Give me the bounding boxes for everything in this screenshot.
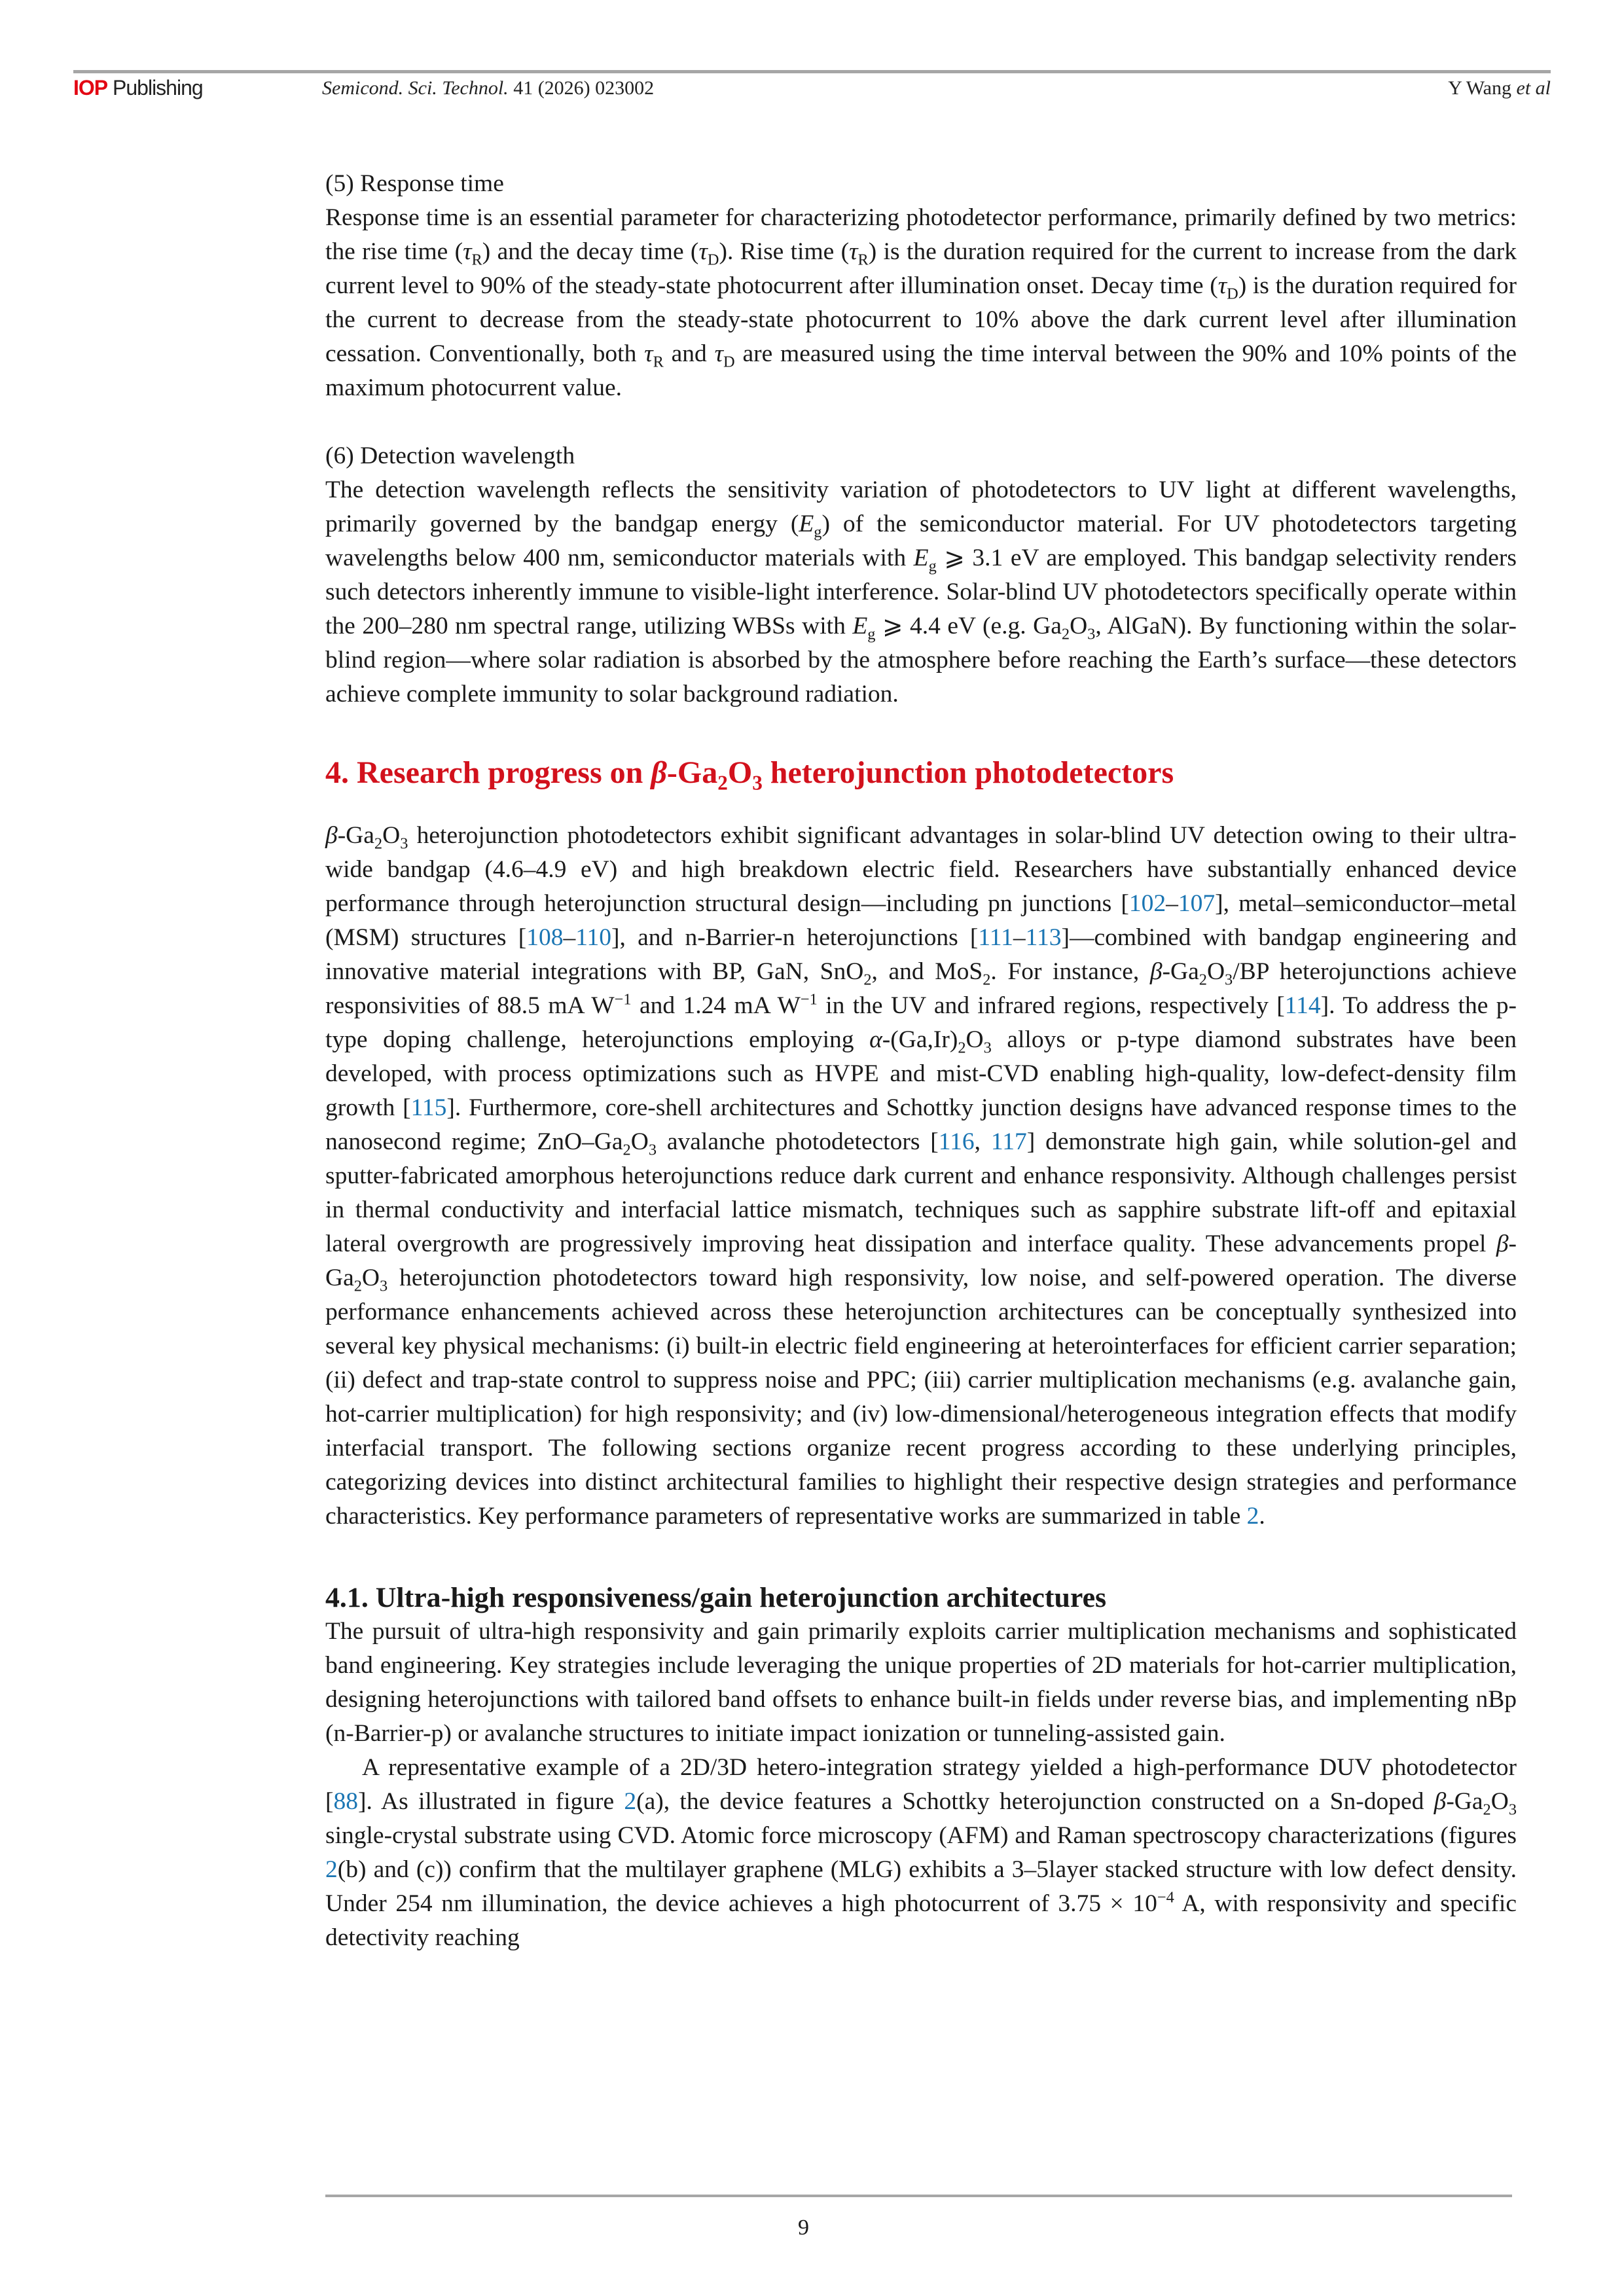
- tau-symbol: τ: [1218, 272, 1227, 299]
- text: ]. Furthermore, core-shell architectures and Schottky junction designs have advanced response times to the nanosecond regime; ZnO–Ga: [325, 1094, 1517, 1155]
- text: O: [630, 1128, 649, 1155]
- beta-symbol: β: [1149, 958, 1163, 985]
- text: O: [1206, 958, 1225, 985]
- text: ) of the semiconductor material. For UV photodetectors targeting wavelengths below 400 nm, semiconductor materials with: [325, 511, 1517, 571]
- journal-year: (2026): [537, 77, 590, 99]
- journal-citation: [322, 77, 654, 99]
- subsection-heading-4-1: 4.1. Ultra-high responsiveness/gain heterojunction architectures: [325, 1582, 1107, 1613]
- subscript: R: [857, 251, 869, 269]
- footer-rule: [325, 2195, 1512, 2197]
- reference-link-108[interactable]: 108: [526, 924, 564, 951]
- text: ). Rise time (: [719, 238, 850, 265]
- reference-link-88[interactable]: 88: [333, 1788, 358, 1815]
- spacer: [325, 1534, 1517, 1581]
- page-number: [0, 2215, 1624, 2240]
- article-number: 023002: [595, 77, 655, 99]
- journal-volume: 41: [513, 77, 533, 99]
- text: heterojunction photodetectors toward high responsivity, low noise, and self-powered operation. The diverse performance enhancements achieved across these heterojunction architectures can be conceptually synthesized into several key physical mechanisms: (i) built-in electric field engineering at heterointerfaces for efficient carrier separation; (ii) defect and trap-state control to suppress noise and PPC; (iii) carrier multiplication mechanisms (e.g. avalanche gain, hot-carrier multiplication) for high responsivity; and (iv) low-dimensional/heterogeneous integration effects that modify interfacial transport. The following sections organize recent progress according to these underlying principles, categorizing devices into distinct architectural families to highlight their respective design strategies and performance characteristics. Key performance parameters of representative works are summarized in table: [325, 1265, 1517, 1530]
- text: ]—combined with bandgap engineering and innovative material integrations with BP, GaN, SnO: [325, 924, 1517, 985]
- running-authors: [1448, 77, 1551, 99]
- figure-link-2a[interactable]: 2: [624, 1788, 637, 1815]
- subscript: 2: [1483, 1801, 1491, 1819]
- paragraph-response-time: [325, 201, 1517, 405]
- subscript: 2: [1199, 971, 1207, 989]
- tau-symbol: τ: [463, 238, 472, 265]
- text: A, with responsivity and specific detectivity reaching: [325, 1890, 1517, 1951]
- tau-symbol: τ: [698, 238, 708, 265]
- table-link-2[interactable]: 2: [1246, 1503, 1259, 1530]
- subscript: D: [707, 251, 719, 269]
- subheading-detection-wavelength: (6) Detection wavelength: [325, 442, 575, 469]
- superscript: −4: [1157, 1888, 1174, 1907]
- text: ] demonstrate high gain, while solution-gel and sputter-fabricated amorphous heterojunctions reduce dark current and enhance responsivity. Although challenges persist in thermal conductivity and interfacial lattice mismatch, techniques such as sapphire substrate lift-off and epitaxial lateral overgrowth are progressively improving heat dissipation and interface quality. These advancements propel: [325, 1128, 1517, 1257]
- text: , AlGaN). By functioning within the solar-blind region—where solar radiation is absorbed by the atmosphere before reaching the Earth’s surface—these detectors achieve complete immunity to solar background radiation.: [325, 613, 1517, 708]
- text: and 1.24 mA W: [631, 992, 801, 1019]
- subscript: R: [471, 251, 482, 269]
- text: ], and n-Barrier-n heterojunctions [: [611, 924, 979, 951]
- text: ) is the duration required for the current to increase from the dark current level to 90% of the steady-state photocurrent after illumination onset. Decay time (: [325, 238, 1517, 299]
- text: -Ga: [1446, 1788, 1483, 1815]
- et-al: et al: [1516, 77, 1551, 99]
- text: ) is the duration required for the current to decrease from the steady-state photocurrent to 10% above the dark current level after illumination cessation. Conventionally, both: [325, 272, 1517, 367]
- subscript: 2: [863, 971, 872, 989]
- superscript: −1: [800, 990, 818, 1009]
- text: -Ga: [337, 822, 374, 849]
- text: in the UV and infrared regions, respectively [: [817, 992, 1285, 1019]
- text: . For instance,: [990, 958, 1150, 985]
- paragraph-section-4-intro: $\beta-Ga_2O_3$ heterojunction photodetectors exhibit significant advantages in solar-blind UV detection owing to their ultra-wide bandgap (4.6–4.9 eV) and high breakdown electric field. Researchers have substantially enhanced device performance through heterojunction structural design—including pn junctions [102–107], metal–semiconductor–metal (MSM) structures [108–110], and n-Barrier-n heterojunctions [111–113]—combined with bandgap engineering and innovative material integrations with BP, GaN, SnO$_2$, and MoS$_2$. For instance, $\beta-Ga_2O_3/BP$ heterojunctions achieve responsivities of 88.5 mA $W^{-1}$ and 1.24 mA $W^{-1}$ in the UV and infrared regions, respectively [114]. To address the p-type doping challenge, heterojunctions employing $\alpha-(Ga,Ir)_2O_3$ alloys or p-type diamond substrates have been developed, with process optimizations such as HVPE and mist-CVD enabling high-quality, low-defect-density film growth [115]. Furthermore, core-shell architectures and Schottky junction designs have advanced response times to the nanosecond regime; ZnO–$Ga_2O_3$ avalanche photodetectors [116, 117] demonstrate high gain, while solution-gel and sputter-fabricated amorphous heterojunctions reduce dark current and enhance responsivity. Although challenges persist in thermal conductivity and interfacial lattice mismatch, techniques such as sapphire substrate lift-off and epitaxial lateral overgrowth are progressively improving heat dissipation and interface quality. These advancements propel $\beta-Ga_2O_3$ heterojunction photodetectors toward high responsivity, low noise, and self-powered operation. The diverse performance enhancements achieved across these heterojunction architectures can be conceptually synthesized into several key physical mechanisms: (i) built-in electric field engineering at heterointerfaces for efficient carrier separation; (ii) defect and trap-state control to suppress noise and PPC; (iii) carrier multiplication mechanisms (e.g. avalanche gain, hot-carrier multiplication) for high responsivity; and (iv) low-dimensional/heterogeneous integration effects that modify interfacial transport. The following sections organize recent progress according to these underlying principles, categorizing devices into distinct architectural families to highlight their respective design strategies and performance characteristics. Key performance parameters of representative works are summarized in table 2.: [325, 822, 1517, 1530]
- iop-publishing-logo: [73, 76, 203, 100]
- tau-symbol: τ: [714, 340, 724, 367]
- reference-link-111[interactable]: 111: [978, 924, 1013, 951]
- subscript: 2: [374, 834, 383, 853]
- subscript: g: [814, 523, 822, 541]
- subscript: 2: [1061, 625, 1070, 643]
- journal-name: Semicond. Sci. Technol.: [322, 77, 509, 99]
- running-header: [73, 73, 1551, 113]
- symbol-e: E: [913, 545, 929, 571]
- subscript: 3: [752, 771, 763, 795]
- text: avalanche photodetectors [: [657, 1128, 939, 1155]
- reference-link-107[interactable]: 107: [1178, 890, 1216, 917]
- text: ]. As illustrated in figure: [358, 1788, 624, 1815]
- text: -(Ga,Ir): [882, 1026, 958, 1053]
- subscript: 3: [380, 1277, 388, 1295]
- subscript: 3: [1508, 1801, 1517, 1819]
- page-body: [325, 167, 1517, 1955]
- logo-publishing: Publishing: [113, 76, 203, 99]
- logo-iop: IOP: [73, 76, 108, 99]
- text: ⩾ 4.4 eV (e.g. Ga: [875, 613, 1062, 639]
- text: ⩾ 3.1 eV are employed. This bandgap selectivity renders such detectors inherently immune to visible-light interference. Solar-blind UV photodetectors specifically operate within the 200–280 nm spectral range, utilizing WBSs with: [325, 545, 1517, 639]
- text: (b) and (c)) confirm that the multilayer graphene (MLG) exhibits a 3–5layer stacked structure with low defect density. Under 254 nm illumination, the device achieves a high photocurrent of 3.75 × 10: [325, 1856, 1517, 1917]
- text: Response time is an essential parameter for characterizing photodetector performance, primarily defined by two metrics: the rise time (: [325, 204, 1517, 265]
- spacer: [325, 405, 1517, 439]
- text: are measured using the time interval between the 90% and 10% points of the maximum photocurrent value.: [325, 340, 1517, 401]
- text: alloys or p-type diamond substrates have been developed, with process optimizations such as HVPE and mist-CVD enabling high-quality, low-defect-density film growth [: [325, 1026, 1517, 1121]
- text: single-crystal substrate using CVD. Atomic force microscopy (AFM) and Raman spectroscopy characterizations (figures: [325, 1822, 1517, 1849]
- text: O: [1490, 1788, 1509, 1815]
- reference-link-110[interactable]: 110: [575, 924, 612, 951]
- alpha-symbol: α: [869, 1026, 882, 1053]
- superscript: −1: [614, 990, 632, 1009]
- text: , and MoS: [871, 958, 983, 985]
- subscript: 3: [1225, 971, 1233, 989]
- subscript: 2: [983, 971, 991, 989]
- subscript: R: [653, 353, 664, 371]
- subscript: 3: [1087, 625, 1096, 643]
- beta-symbol: β: [651, 755, 667, 790]
- reference-link-114[interactable]: 114: [1284, 992, 1321, 1019]
- reference-link-102[interactable]: 102: [1128, 890, 1166, 917]
- spacer: [325, 793, 1517, 819]
- subscript: 2: [623, 1141, 631, 1159]
- subscript: 2: [717, 771, 728, 795]
- text: heterojunction photodetectors: [762, 755, 1174, 790]
- text: -Ga: [666, 755, 718, 790]
- subheading-response-time: (5) Response time: [325, 170, 504, 197]
- beta-symbol: β: [1434, 1788, 1447, 1815]
- text: heterojunction photodetectors exhibit significant advantages in solar-blind UV detection owing to their ultra-wide bandgap (4.6–4.9 eV) and high breakdown electric field. Researchers have substantially enhanced device performance through heterojunction structural design—including pn junctions [: [325, 822, 1517, 917]
- paragraph-4-1-example: [325, 1751, 1517, 1955]
- subscript: 3: [983, 1039, 992, 1057]
- author-name: Y Wang: [1448, 77, 1511, 99]
- tau-symbol: τ: [849, 238, 858, 265]
- subscript: 3: [648, 1141, 657, 1159]
- beta-symbol: β: [325, 822, 338, 849]
- subscript: D: [723, 353, 735, 371]
- reference-link-113[interactable]: 113: [1025, 924, 1062, 951]
- subscript: D: [1227, 285, 1238, 303]
- reference-link-116[interactable]: 116: [938, 1128, 975, 1155]
- text: ]. To address the p-type doping challenge, heterojunctions employing: [325, 992, 1517, 1053]
- spacer: [325, 711, 1517, 753]
- tau-symbol: τ: [644, 340, 653, 367]
- text: O: [1070, 613, 1088, 639]
- text: The detection wavelength reflects the sensitivity variation of photodetectors to UV light at different wavelengths, primarily governed by the bandgap energy (: [325, 476, 1517, 537]
- paragraph-4-1-intro: The pursuit of ultra-high responsivity and gain primarily exploits carrier multiplication mechanisms and sophisticated band engineering. Key strategies include leveraging the unique properties of 2D materials for hot-carrier multiplication, designing heterojunctions with tailored band offsets to enhance built-in fields under reverse bias, and implementing nBp (n-Barrier-p) or avalanche structures to initiate impact ionization or tunneling-assisted gain.: [325, 1618, 1517, 1747]
- text: ], metal–semiconductor–metal (MSM) structures [: [325, 890, 1517, 951]
- beta-symbol: β: [1496, 1230, 1509, 1257]
- subscript: 2: [958, 1039, 966, 1057]
- text: and: [663, 340, 715, 367]
- text: -Ga: [1162, 958, 1199, 985]
- page-number-text: 9: [798, 2215, 809, 2240]
- symbol-e: E: [852, 613, 868, 639]
- section-heading-4: [325, 753, 1517, 793]
- subscript: 3: [400, 834, 408, 853]
- text: 4. Research progress on: [325, 755, 651, 790]
- text: ) and the decay time (: [482, 238, 699, 265]
- text: -Ga: [325, 1230, 1517, 1291]
- text: (a), the device features a Schottky heterojunction constructed on a Sn-doped: [636, 1788, 1434, 1815]
- text: O: [727, 755, 753, 790]
- subscript: 2: [353, 1277, 362, 1295]
- text: A representative example of a 2D/3D hetero-integration strategy yielded a high-performance DUV photodetector [: [325, 1754, 1517, 1815]
- text: /BP heterojunctions achieve responsivities of 88.5 mA W: [325, 958, 1517, 1019]
- subscript: g: [867, 625, 876, 643]
- paragraph-detection-wavelength: [325, 473, 1517, 711]
- reference-link-117[interactable]: 117: [990, 1128, 1027, 1155]
- reference-link-115[interactable]: 115: [410, 1094, 447, 1121]
- text: .: [1259, 1503, 1265, 1530]
- text: O: [361, 1265, 380, 1291]
- subscript: g: [928, 557, 937, 575]
- text: O: [965, 1026, 984, 1053]
- figure-link-2bc[interactable]: 2: [325, 1856, 338, 1883]
- symbol-e: E: [799, 511, 814, 537]
- text: O: [382, 822, 401, 849]
